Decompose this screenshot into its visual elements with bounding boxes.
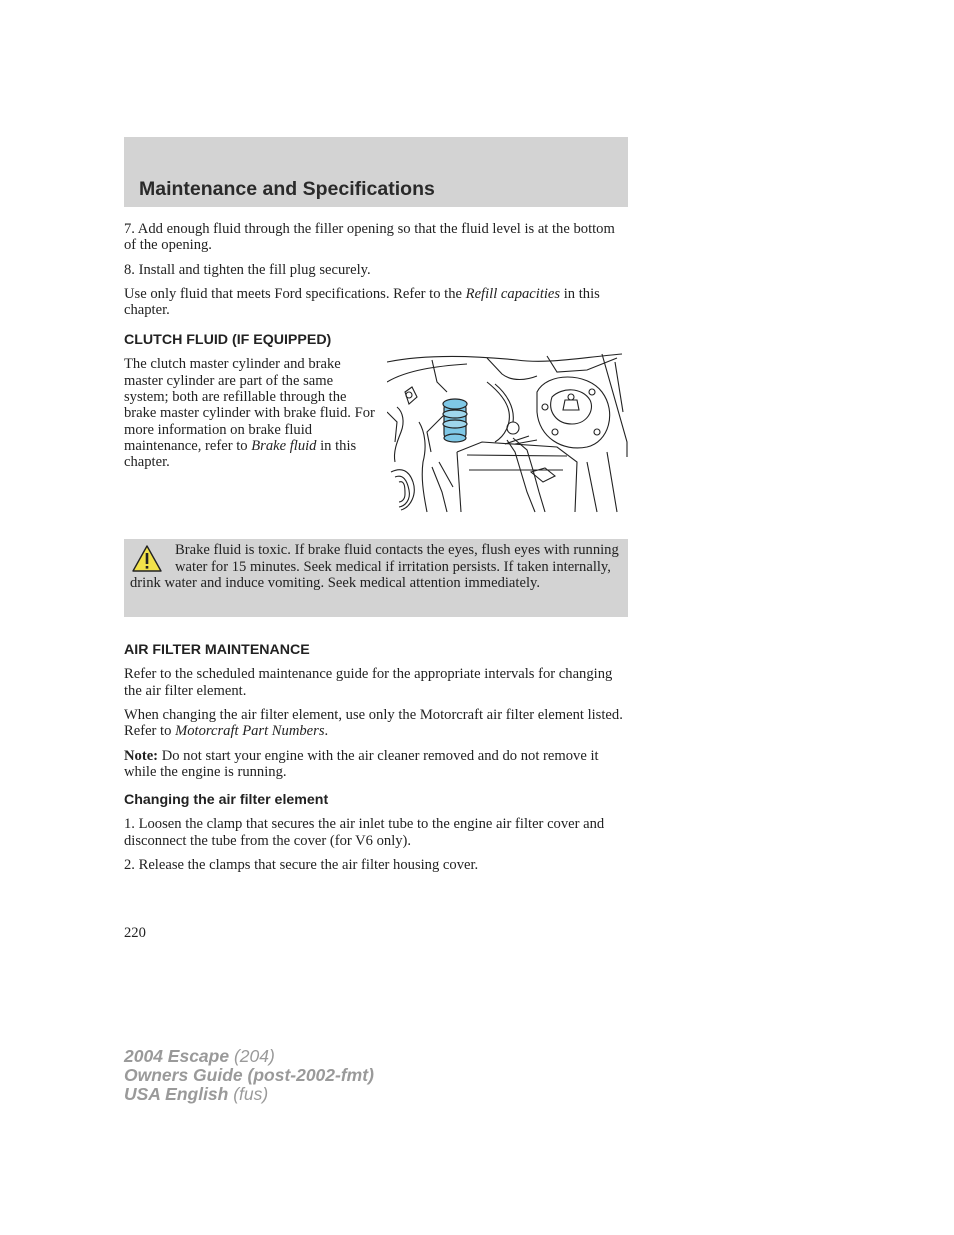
air-filter-step-2: 2. Release the clamps that secure the air filter housing cover.: [124, 856, 479, 873]
air-filter-part-tail: .: [324, 723, 329, 740]
note-text: Do not start your engine with the air cleaner removed and do not remove it while the engine is running.: [124, 747, 599, 780]
step-8: 8. Install and tighten the fill plug securely.: [124, 261, 371, 278]
fluid-spec-text: Use only fluid that meets Ford specifications. Refer to the: [124, 285, 466, 302]
air-filter-heading: AIR FILTER MAINTENANCE: [124, 642, 310, 659]
air-filter-part-text: When changing the air filter element, use only the Motorcraft air filter element listed. Refer to: [124, 707, 623, 740]
clutch-fluid-tail: in this chapter.: [124, 437, 357, 471]
footer-language: USA English: [124, 1084, 229, 1104]
reservoir-highlight: [443, 399, 467, 442]
footer-language-code: (fus): [228, 1084, 269, 1104]
brake-fluid-ref: Brake fluid: [251, 437, 317, 454]
note-label: Note:: [124, 747, 159, 764]
step-7: 7. Add enough fluid through the filler opening so that the fluid level is at the bottom of the opening.: [124, 221, 615, 254]
clutch-fluid-text: [124, 356, 378, 470]
air-filter-note: [124, 748, 629, 781]
document-footer: [124, 1047, 374, 1104]
section-header-band: [124, 137, 628, 207]
fluid-spec-note: [124, 286, 629, 319]
brake-master-cylinder-illustration: [387, 352, 629, 516]
air-filter-step-1: 1. Loosen the clamp that secures the air inlet tube to the engine air filter cover and disconnect the tube from the cover (for V6 only).: [124, 816, 605, 849]
footer-line-1: [124, 1047, 374, 1066]
air-filter-part-note: [124, 707, 629, 740]
clutch-fluid-body: The clutch master cylinder and brake master cylinder are part of the same system; both are refillable through the brake master cylinder with brake fluid. For more information on brake fluid maintenance, refer to: [124, 356, 375, 454]
warning-triangle-icon: [132, 544, 162, 574]
page-content: [124, 221, 629, 881]
section-title: Maintenance and Specifications: [139, 178, 435, 200]
footer-model: 2004 Escape: [124, 1046, 230, 1066]
warning-text: Brake fluid is toxic. If brake fluid contacts the eyes, flush eyes with running water for 15 minutes. Seek medical if irritation persists. If taken internally, drink water and induce vomiting. Seek medical attention immediately.: [130, 542, 619, 592]
changing-air-filter-subheading: Changing the air filter element: [124, 792, 329, 809]
footer-model-code: (204): [229, 1046, 275, 1066]
page-number: 220: [124, 925, 146, 941]
footer-line-3: [124, 1085, 374, 1104]
clutch-fluid-heading: CLUTCH FLUID (IF EQUIPPED): [124, 332, 332, 349]
clutch-fluid-block: [124, 356, 629, 524]
footer-line-2: [124, 1066, 374, 1085]
refill-capacities-ref: Refill capacities: [465, 285, 561, 302]
air-filter-interval-text: Refer to the scheduled maintenance guide for the appropriate intervals for changing the air filter element.: [124, 666, 613, 699]
motorcraft-part-numbers-ref: Motorcraft Part Numbers: [175, 723, 325, 740]
fluid-spec-tail: in this chapter.: [124, 285, 600, 319]
air-filter-section: [124, 642, 629, 873]
brake-fluid-warning: [124, 539, 628, 617]
footer-guide: Owners Guide (post-2002-fmt): [124, 1065, 374, 1085]
